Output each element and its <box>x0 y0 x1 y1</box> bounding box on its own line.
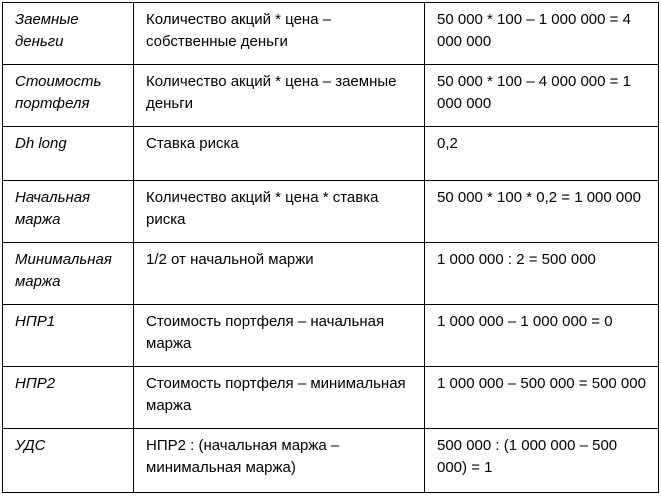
calculation-cell: 500 000 : (1 000 000 – 500 000) = 1 <box>425 429 659 493</box>
table-row <box>3 305 659 367</box>
formula-cell: Стоимость портфеля – начальная маржа <box>134 305 425 367</box>
formula-cell: НПР2 : (начальная маржа – минимальная маржа) <box>134 429 425 493</box>
calculation-cell: 1 000 000 – 500 000 = 500 000 <box>425 367 659 429</box>
calculation-cell: 1 000 000 – 1 000 000 = 0 <box>425 305 659 367</box>
table-row <box>3 367 659 429</box>
calculation-cell: 1 000 000 : 2 = 500 000 <box>425 243 659 305</box>
calculation-cell: 50 000 * 100 – 4 000 000 = 1 000 000 <box>425 65 659 127</box>
calculation-cell: 50 000 * 100 * 0,2 = 1 000 000 <box>425 181 659 243</box>
formula-cell: Количество акций * цена – собственные деньги <box>134 3 425 65</box>
term-cell: Заемные деньги <box>3 3 134 65</box>
formula-cell: 1/2 от начальной маржи <box>134 243 425 305</box>
table-row <box>3 65 659 127</box>
calculation-cell: 0,2 <box>425 127 659 181</box>
table-row <box>3 127 659 181</box>
term-cell: НПР2 <box>3 367 134 429</box>
calculation-cell: 50 000 * 100 – 1 000 000 = 4 000 000 <box>425 3 659 65</box>
formula-cell: Стоимость портфеля – минимальная маржа <box>134 367 425 429</box>
table-row <box>3 429 659 493</box>
term-cell: Стоимость портфеля <box>3 65 134 127</box>
term-cell: Начальная маржа <box>3 181 134 243</box>
term-cell: НПР1 <box>3 305 134 367</box>
table-row <box>3 243 659 305</box>
formula-cell: Ставка риска <box>134 127 425 181</box>
term-cell: УДС <box>3 429 134 493</box>
term-cell: Dh long <box>3 127 134 181</box>
table-row <box>3 3 659 65</box>
formula-cell: Количество акций * цена * ставка риска <box>134 181 425 243</box>
formula-cell: Количество акций * цена – заемные деньги <box>134 65 425 127</box>
table-row <box>3 181 659 243</box>
margin-calculation-table <box>2 2 659 493</box>
term-cell: Минимальная маржа <box>3 243 134 305</box>
table-body <box>3 3 659 493</box>
